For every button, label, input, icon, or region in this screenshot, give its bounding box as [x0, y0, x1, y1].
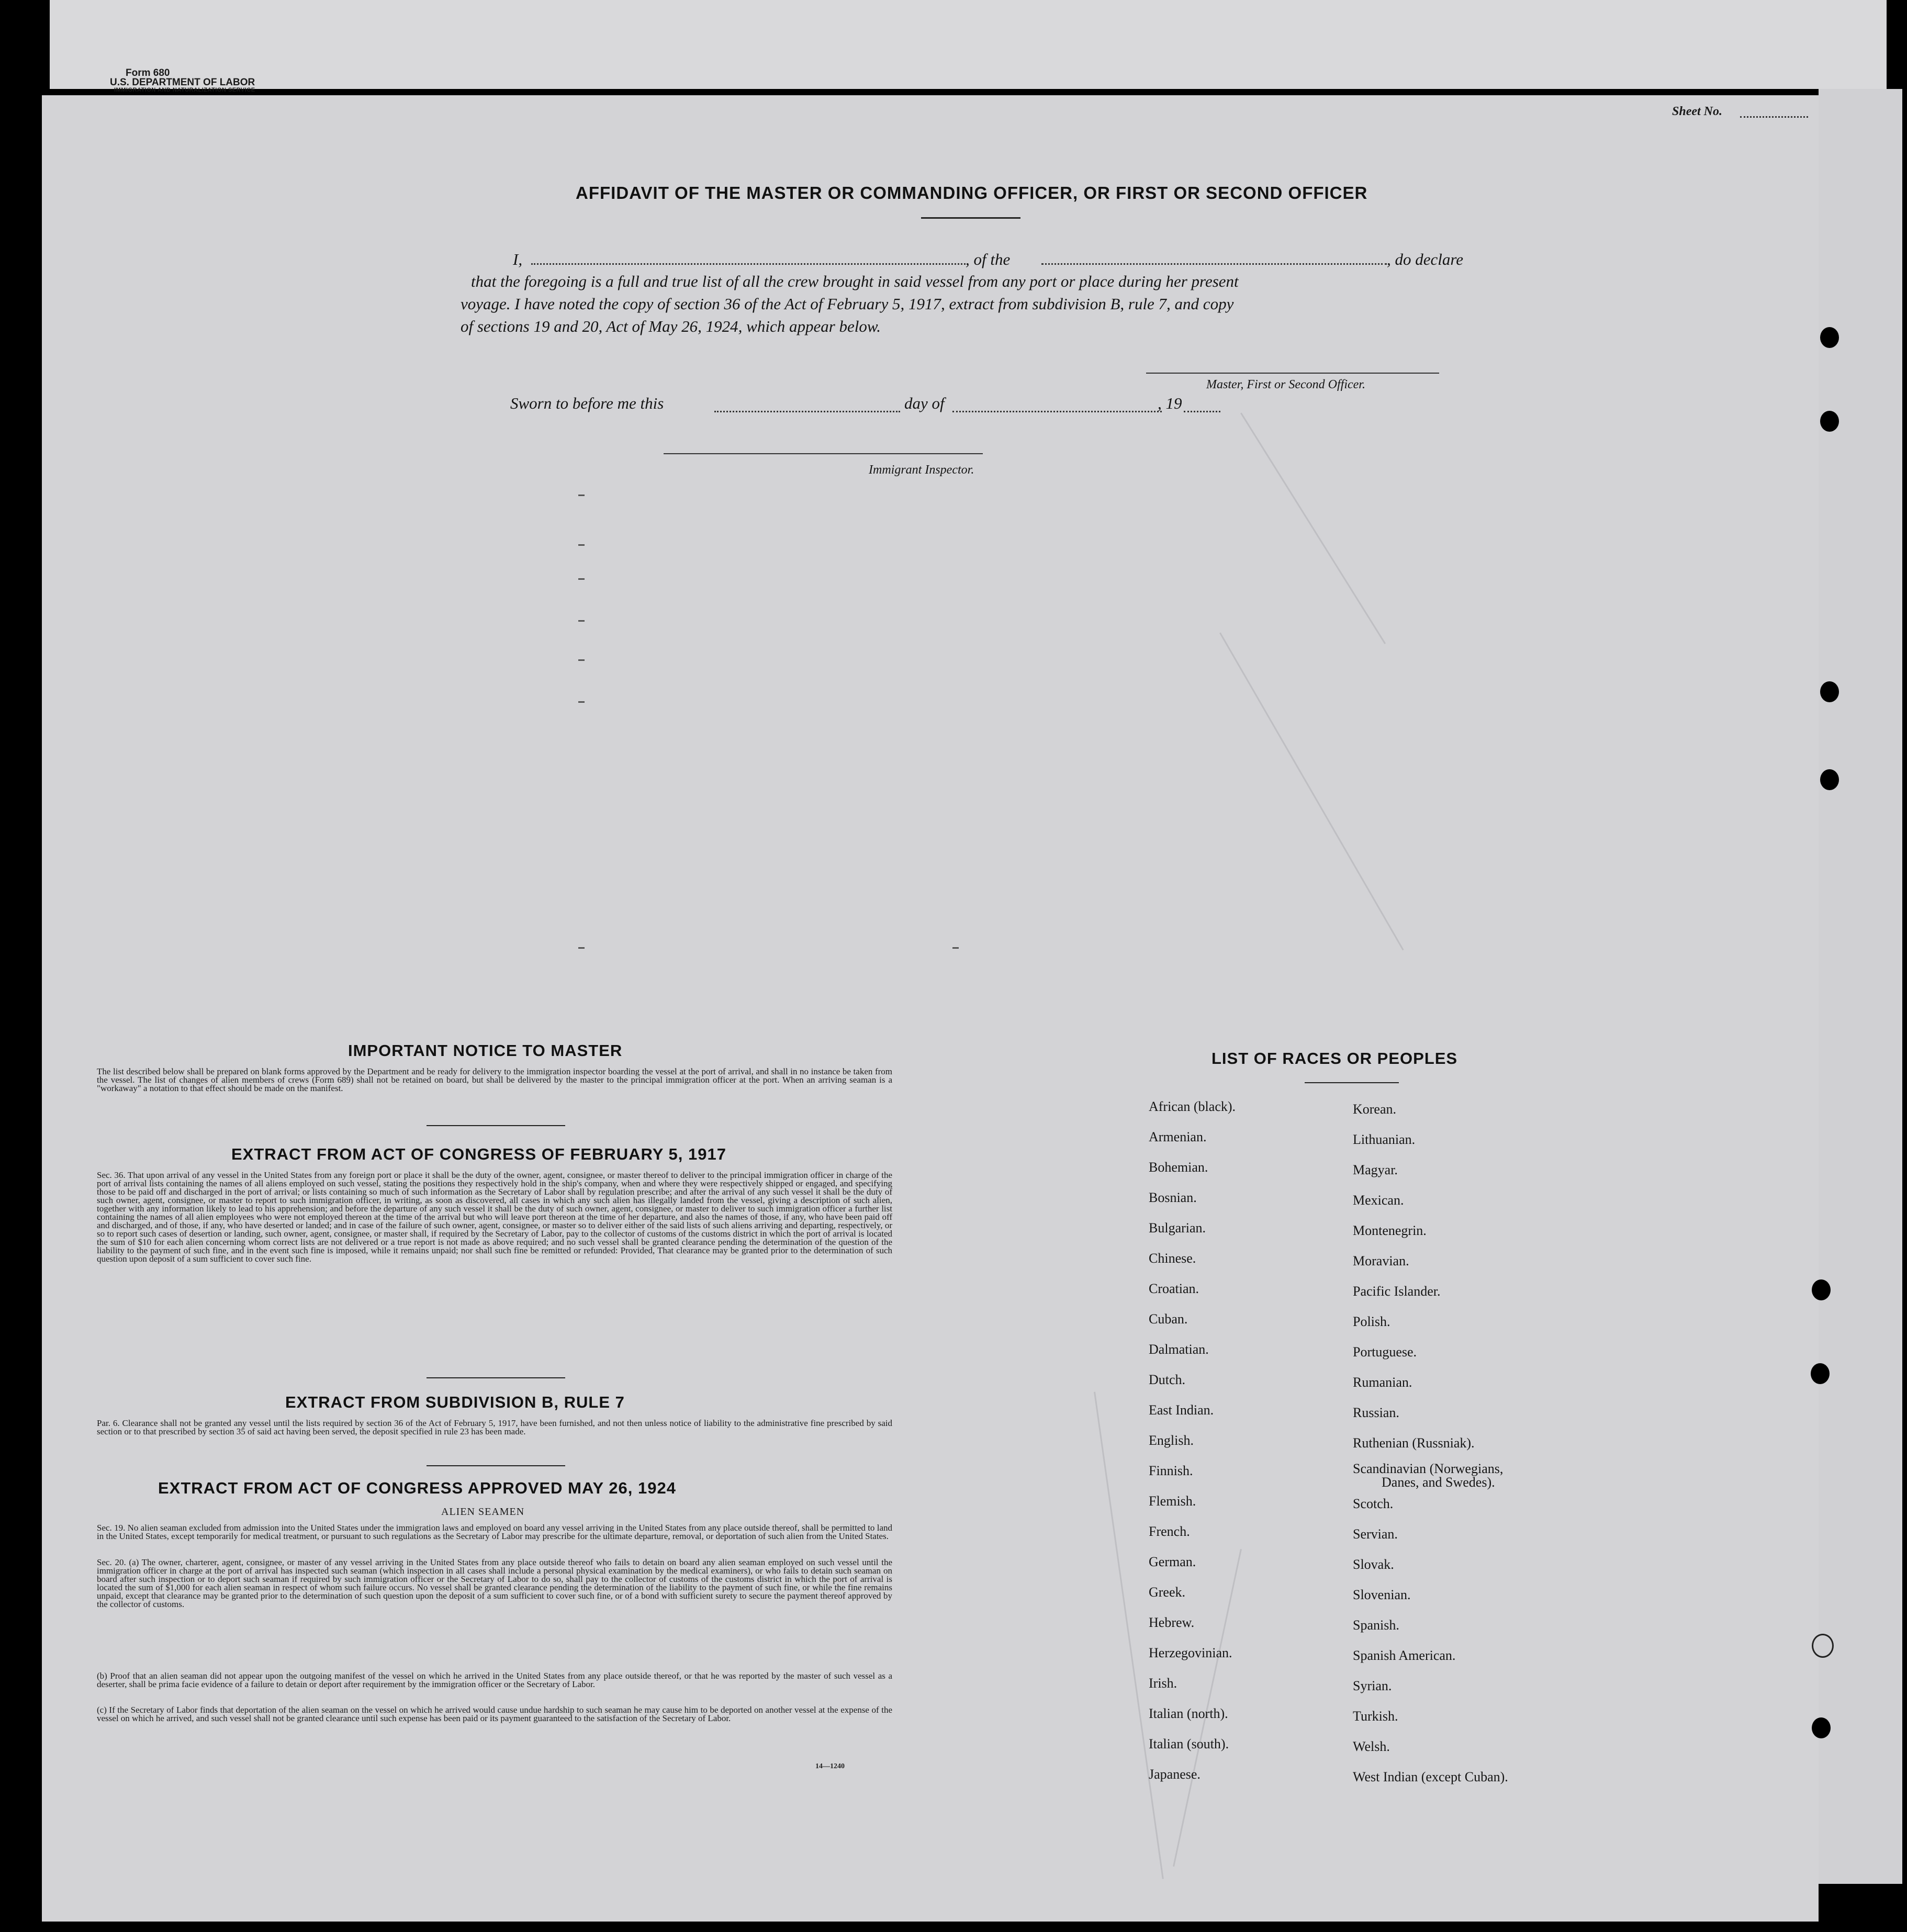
race-item: West Indian (except Cuban). [1353, 1769, 1508, 1784]
binding-margin [1819, 89, 1902, 1884]
year-label: , 19 [1158, 394, 1182, 412]
race-item-continuation: Danes, and Swedes). [1382, 1475, 1495, 1490]
race-item: Russian. [1353, 1405, 1399, 1420]
races-title-rule [1305, 1082, 1399, 1083]
race-item: Moravian. [1353, 1253, 1409, 1268]
race-item: Rumanian. [1353, 1375, 1412, 1390]
sworn-label: Sworn to before me this [510, 394, 664, 412]
punch-hole-outline [1812, 1634, 1834, 1658]
race-item: Italian (south). [1149, 1736, 1229, 1751]
faint-mark [578, 659, 585, 661]
faint-mark [578, 947, 585, 949]
race-item: Hebrew. [1149, 1615, 1195, 1630]
race-item: Scotch. [1353, 1496, 1394, 1511]
extract-1917-title: EXTRACT FROM ACT OF CONGRESS OF FEBRUARY 5, 1917 [231, 1145, 726, 1163]
do-declare-label: , do declare [1387, 250, 1464, 268]
race-item: French. [1149, 1524, 1190, 1539]
race-item: East Indian. [1149, 1402, 1214, 1418]
race-item: Armenian. [1149, 1129, 1207, 1144]
race-item: Herzegovinian. [1149, 1645, 1232, 1660]
race-item: Irish. [1149, 1676, 1177, 1691]
affidavit-title: AFFIDAVIT OF THE MASTER OR COMMANDING OFFICER, OR FIRST OR SECOND OFFICER [576, 183, 1368, 203]
service-name: IMMIGRATION AND NATURALIZATION SERVICE [114, 87, 255, 93]
race-item: Bosnian. [1149, 1190, 1197, 1205]
race-item: Magyar. [1353, 1162, 1398, 1177]
form-page [42, 95, 1819, 1922]
punch-hole [1820, 327, 1839, 348]
inspector-signature-line[interactable] [664, 453, 983, 454]
punch-hole [1820, 681, 1839, 702]
race-item: African (black). [1149, 1099, 1236, 1114]
race-item: Pacific Islander. [1353, 1284, 1441, 1299]
document-number: 14—1240 [815, 1762, 845, 1770]
race-item: Bohemian. [1149, 1160, 1208, 1175]
of-the-label: , of the [966, 250, 1011, 268]
alien-seamen-subtitle: ALIEN SEAMEN [441, 1506, 525, 1518]
race-item: Slovenian. [1353, 1587, 1411, 1602]
race-item: Dutch. [1149, 1372, 1186, 1387]
race-item: Slovak. [1353, 1557, 1394, 1572]
race-item: Bulgarian. [1149, 1220, 1206, 1235]
inspector-caption: Immigrant Inspector. [869, 463, 974, 477]
races-title: LIST OF RACES OR PEOPLES [1211, 1049, 1458, 1068]
race-item: Turkish. [1353, 1709, 1398, 1724]
day-of-label: day of [904, 394, 945, 412]
race-item: Montenegrin. [1353, 1223, 1427, 1238]
punch-hole [1820, 411, 1839, 432]
race-item: Servian. [1353, 1526, 1398, 1542]
race-item: Scandinavian (Norwegians, [1353, 1461, 1504, 1476]
race-item: Spanish. [1353, 1618, 1399, 1633]
race-item: Spanish American. [1353, 1648, 1456, 1663]
section-rule [427, 1465, 565, 1466]
race-item: Korean. [1353, 1102, 1397, 1117]
faint-mark [578, 578, 585, 580]
punch-hole [1812, 1717, 1831, 1738]
notice-title: IMPORTANT NOTICE TO MASTER [348, 1041, 623, 1060]
race-item: Syrian. [1353, 1678, 1392, 1693]
sec19-text: Sec. 19. No alien seaman excluded from admission into the United States under the immigration laws and employed on board any vessel arriving in the United States from any place outside thereof, shall be permitted to land in the United States, except temporarily for medical treatment, or pursuant to such regulations as the Secretary of Labor may prescribe for the ultimate departure, removal, or deportation of such alien from the United States. [97, 1523, 892, 1541]
extract-rule7-text: Par. 6. Clearance shall not be granted any vessel until the lists required by section 36 of the Act of February 5, 1917, have been furnished, and not then unless notice of liability to the administrative fine prescribed by said section or to that prescribed by section 35 of said act having been served, the deposit specified in rule 23 has been made. [97, 1418, 892, 1436]
race-item: Ruthenian (Russniak). [1353, 1435, 1475, 1451]
sworn-year-field[interactable] [1184, 411, 1220, 412]
i-label: I, [513, 250, 523, 268]
affidavit-body-line3: of sections 19 and 20, Act of May 26, 1924, which appear below. [461, 317, 881, 335]
race-item: Greek. [1149, 1585, 1186, 1600]
officer-signature-line[interactable] [1146, 373, 1439, 374]
section-rule [427, 1125, 565, 1126]
race-item: Portuguese. [1353, 1344, 1417, 1360]
faint-mark [578, 620, 585, 622]
affidavit-body-line2: voyage. I have noted the copy of section 36 of the Act of February 5, 1917, extract from subdivision B, rule 7, and copy [461, 295, 1234, 313]
title-rule [921, 217, 1020, 219]
extract-1924-title: EXTRACT FROM ACT OF CONGRESS APPROVED MAY 26, 1924 [158, 1479, 676, 1497]
race-item: Italian (north). [1149, 1706, 1228, 1721]
race-item: German. [1149, 1554, 1196, 1569]
race-item: Welsh. [1353, 1739, 1390, 1754]
sheet-number-field[interactable] [1740, 116, 1808, 118]
section-rule [427, 1377, 565, 1378]
punch-hole [1820, 769, 1839, 790]
race-item: Finnish. [1149, 1463, 1193, 1478]
race-item: Cuban. [1149, 1311, 1188, 1327]
sec20b-text: (b) Proof that an alien seaman did not appear upon the outgoing manifest of the vessel on which he arrived in the United States from any place outside thereof, or that he was reported by the master of such vessel as a deserter, shall be prima facie evidence of a failure to detain or deport after requirement by the immigration officer or the Secretary of Labor. [97, 1671, 892, 1689]
faint-mark [578, 544, 585, 546]
form-number: Form 680 [126, 68, 170, 78]
sheet-label: Sheet No. [1672, 105, 1722, 118]
race-item: Flemish. [1149, 1493, 1196, 1509]
race-item: Mexican. [1353, 1193, 1404, 1208]
race-item: Croatian. [1149, 1281, 1199, 1296]
officer-caption: Master, First or Second Officer. [1206, 378, 1365, 391]
race-item: Polish. [1353, 1314, 1390, 1329]
vessel-field[interactable] [1041, 263, 1387, 265]
sec20a-text: Sec. 20. (a) The owner, charterer, agent, consignee, or master of any vessel arriving in the United States from any place outside thereof who fails to detain on board any alien seaman employed on such vessel until the immigration officer in charge at the port of arrival has inspected such seaman (which inspection in all cases shall include a personal physical examination by the medical examiners), or who fails to detain such seaman on board after such inspection or to deport such seaman if required by such immigration officer or the Secretary of Labor to do so, shall pay to the collector of customs of the customs district in which the port of arrival is located the sum of $1,000 for each alien seaman in respect of whom such failure occurs. No vessel shall be granted clearance pending the determination of the liability to the payment of such fine, or while the fine remains unpaid, except that clearance may be granted prior to the determination of such question upon the deposit of a sum sufficient to cover such fine, or of a bond with sufficient surety to secure the payment thereof approved by the collector of customs. [97, 1557, 892, 1609]
notice-text: The list described below shall be prepared on blank forms approved by the Department and be ready for delivery to the immigration inspector boarding the vessel at the port of arrival, and shall in no instance be taken from the vessel. The list of changes of alien members of crews (Form 689) shall not be retained on board, but shall be delivered by the master to the principal immigration officer at the port. When an arriving seaman is a "workaway" a notation to that effect should be made on the manifest. [97, 1066, 892, 1093]
race-item: Lithuanian. [1353, 1132, 1416, 1147]
faint-mark [952, 947, 959, 949]
sheet-number-label [1672, 105, 1722, 119]
race-item: Chinese. [1149, 1251, 1196, 1266]
race-item: English. [1149, 1433, 1194, 1448]
top-sheet-edge [50, 0, 1887, 89]
punch-hole [1812, 1279, 1831, 1300]
department-name: U.S. DEPARTMENT OF LABOR [110, 77, 255, 88]
sworn-day-field[interactable] [714, 411, 900, 412]
extract-1917-text: Sec. 36. That upon arrival of any vessel in the United States from any foreign port or place it shall be the duty of the owner, agent, consignee, or master thereof to deliver to the principal immigration officer in charge of the port of arrival lists containing the names of all aliens employed on such vessel, stating the positions they respectively hold in the ship's company, when and where they were respectively shipped or engaged, and specifying those to be paid off and discharged in the port of arrival; or lists containing so much of such information as the Secretary of Labor shall by regulation prescribe; and after the arrival of any such vessel it shall be the duty of such owner, agent, consignee, or master to report to such immigration officer, in writing, as soon as discovered, all cases in which any such alien has illegally landed from the vessel, giving a description of such alien, together with any information likely to lead to his apprehension; and before the departure of any such vessel it shall be the duty of such owner, agent, consignee, or master to deliver to such immigration officer a further list containing the names of all alien employees who were not employed thereon at the time of the arrival but who will leave port thereon at the time of her departure, and also the names of those, if any, who have been paid off and discharged, and of those, if any, who have deserted or landed; and in case of the failure of such owner, agent, consignee, or master so to deliver either of the said lists of such aliens arriving and departing, respectively, or so to report such cases of desertion or landing, such owner, agent, consignee, or master shall, if required by the Secretary of Labor, pay to the collector of customs of the customs district in which the port of arrival is located the sum of $10 for each alien concerning whom correct lists are not delivered or a true report is not made as above required; and no such vessel shall be granted clearance pending the determination of the question of the liability to the payment of such fine, and in the event such fine is imposed, while it remains unpaid; nor shall such fine be remitted or refunded: Provided, That clearance may be granted prior to the determination of such question upon deposit of a sum sufficient to cover such fine. [97, 1170, 892, 1264]
punch-hole [1811, 1363, 1830, 1384]
faint-mark [578, 495, 585, 496]
faint-mark [578, 701, 585, 703]
race-item: Dalmatian. [1149, 1342, 1209, 1357]
extract-rule7-title: EXTRACT FROM SUBDIVISION B, RULE 7 [285, 1393, 625, 1411]
affidavit-body-line1: that the foregoing is a full and true list of all the crew brought in said vessel from any port or place during her present [471, 272, 1239, 290]
sec20c-text: (c) If the Secretary of Labor finds that deportation of the alien seaman on the vessel on which he arrived would cause undue hardship to such seaman he may cause him to be deported on another vessel at the expense of the vessel on which he arrived, and such vessel shall not be granted clearance until such expense has been paid or its payment guaranteed to the satisfaction of the Secretary of Labor. [97, 1705, 892, 1723]
name-field[interactable] [531, 263, 966, 265]
sworn-month-field[interactable] [952, 411, 1162, 412]
race-item: Japanese. [1149, 1767, 1201, 1782]
